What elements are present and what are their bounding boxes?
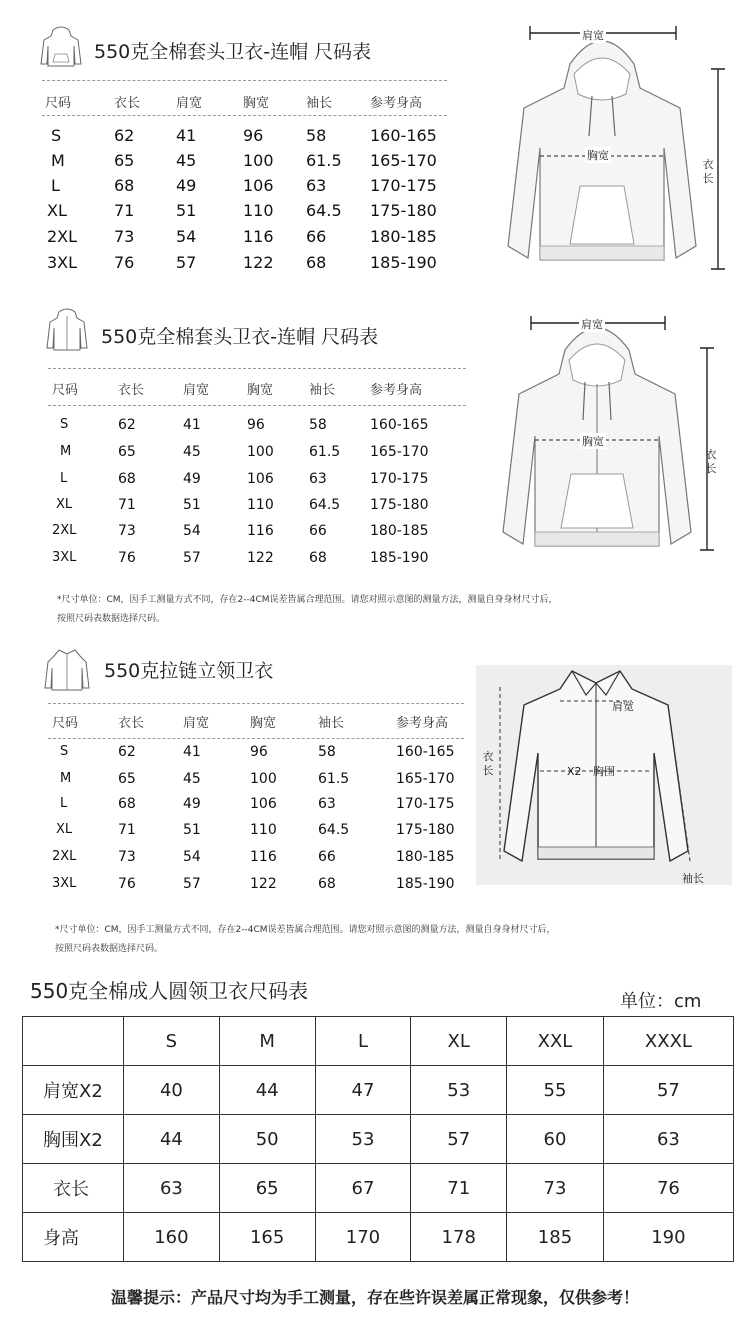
hoodie-thumbnail-icon	[38, 24, 84, 70]
table-header-cell: 胸宽	[250, 716, 277, 731]
size-label-cell: 3XL	[52, 550, 77, 565]
table-cell: 65	[219, 1164, 315, 1213]
row-label-cell: 衣长	[23, 1164, 124, 1213]
table-cell: 44	[219, 1066, 315, 1115]
table-cell: 178	[411, 1213, 507, 1262]
table-cell: 65	[118, 444, 136, 460]
table-cell: 160-165	[396, 744, 455, 760]
size-label-cell: M	[60, 771, 72, 786]
table-cell: 180-185	[370, 523, 429, 539]
table-cell: 73	[118, 523, 136, 539]
table-header-cell: 衣长	[118, 383, 145, 398]
diagram-chest-label: 胸宽	[582, 435, 604, 448]
table-cell: 170-175	[370, 471, 429, 487]
table-header-cell: 参考身高	[370, 383, 423, 398]
table-cell: 160	[124, 1213, 220, 1262]
table-cell: 122	[243, 253, 274, 272]
diagram-x2-label: X2	[567, 765, 582, 778]
table-cell: 63	[306, 176, 327, 195]
table-cell: 122	[247, 550, 274, 566]
table-cell: 66	[309, 523, 327, 539]
table-cell: 96	[250, 744, 268, 760]
table-cell: 54	[183, 849, 201, 865]
table-row	[23, 1115, 734, 1164]
size-label-cell: 2XL	[52, 523, 77, 538]
section-2-title: 550克全棉套头卫衣-连帽 尺码表	[101, 326, 379, 348]
table-cell: 71	[118, 497, 136, 513]
table-cell: 71	[411, 1164, 507, 1213]
size-label-cell: S	[60, 417, 69, 432]
table-cell: 175-180	[396, 822, 455, 838]
table-cell: 180-185	[396, 849, 455, 865]
table-cell: 61.5	[318, 771, 350, 787]
table-cell: 45	[176, 151, 197, 170]
unit-label: 单位：cm	[620, 991, 702, 1012]
table-header-row	[23, 1017, 734, 1066]
table-cell: 185	[507, 1213, 604, 1262]
table-cell: 185-190	[370, 253, 437, 272]
table-cell: 68	[118, 796, 136, 812]
row-label-cell: 胸围X2	[23, 1115, 124, 1164]
table-cell: 76	[114, 253, 135, 272]
header-rule-bottom	[48, 738, 464, 739]
table-cell: 64.5	[309, 497, 341, 513]
table-cell: 63	[309, 471, 327, 487]
header-rule-bottom	[42, 115, 447, 116]
table-cell: 100	[247, 444, 274, 460]
table-cell: 49	[176, 176, 197, 195]
table-cell: 67	[315, 1164, 411, 1213]
table-cell: 61.5	[309, 444, 341, 460]
size-label-cell: M	[51, 151, 65, 170]
diagram-shoulder-label: 肩宽	[612, 700, 634, 713]
table-cell: 47	[315, 1066, 411, 1115]
size-label-cell: XL	[56, 497, 73, 512]
zip-hoodie-measure-diagram	[495, 310, 735, 572]
table-header-cell: M	[219, 1017, 315, 1066]
table-cell: 62	[114, 126, 135, 145]
table-cell: 61.5	[306, 151, 342, 170]
table-header-cell: 肩宽	[183, 383, 210, 398]
table-header-cell: S	[124, 1017, 220, 1066]
table-corner-cell	[23, 1017, 124, 1066]
table-cell: 100	[250, 771, 277, 787]
table-cell: 76	[603, 1164, 733, 1213]
size-label-cell: 3XL	[47, 253, 78, 272]
table-cell: 49	[183, 796, 201, 812]
table-cell: 53	[411, 1066, 507, 1115]
table-cell: 63	[318, 796, 336, 812]
table-cell: 96	[247, 417, 265, 433]
size-label-cell: 2XL	[47, 227, 78, 246]
table-cell: 57	[603, 1066, 733, 1115]
table-header-cell: 尺码	[45, 96, 72, 111]
table-cell: 41	[183, 417, 201, 433]
table-cell: 170-175	[396, 796, 455, 812]
size-label-cell: L	[60, 796, 68, 811]
table-header-cell: XXXL	[603, 1017, 733, 1066]
table-header-cell: 参考身高	[396, 716, 449, 731]
size-label-cell: 2XL	[52, 849, 77, 864]
size-label-cell: XL	[56, 822, 73, 837]
footer-tip: 温馨提示：产品尺寸均为手工测量，存在些许误差属正常现象，仅供参考！	[110, 1288, 639, 1307]
measurement-note-line2: 按照尺码表数据选择尺码。	[55, 944, 164, 954]
diagram-length-label: 衣长	[702, 158, 714, 185]
table-cell: 165-170	[396, 771, 455, 787]
table-cell: 71	[118, 822, 136, 838]
size-label-cell: S	[60, 744, 69, 759]
table-cell: 160-165	[370, 126, 437, 145]
table-header-cell: 肩宽	[183, 716, 210, 731]
table-header-cell: 袖长	[309, 383, 336, 398]
table-cell: 185-190	[396, 876, 455, 892]
table-cell: 65	[118, 771, 136, 787]
table-cell: 110	[243, 201, 274, 220]
size-label-cell: S	[51, 126, 62, 145]
table-cell: 54	[176, 227, 197, 246]
table-cell: 55	[507, 1066, 604, 1115]
table-cell: 51	[183, 822, 201, 838]
table-cell: 57	[176, 253, 197, 272]
table-cell: 68	[309, 550, 327, 566]
table-cell: 170-175	[370, 176, 437, 195]
diagram-chest-label: 胸围	[593, 765, 615, 778]
table-cell: 175-180	[370, 497, 429, 513]
table-cell: 63	[124, 1164, 220, 1213]
table-cell: 58	[318, 744, 336, 760]
table-cell: 65	[114, 151, 135, 170]
table-cell: 57	[183, 876, 201, 892]
table-cell: 110	[247, 497, 274, 513]
table-cell: 116	[250, 849, 277, 865]
table-cell: 73	[114, 227, 135, 246]
header-rule-top	[48, 368, 466, 369]
table-cell: 49	[183, 471, 201, 487]
table-cell: 64.5	[318, 822, 350, 838]
table-cell: 73	[118, 849, 136, 865]
table-header-cell: XXL	[507, 1017, 604, 1066]
table-header-cell: 胸宽	[247, 383, 274, 398]
table-cell: 122	[250, 876, 277, 892]
table-cell: 58	[306, 126, 327, 145]
diagram-chest-label: 胸宽	[587, 149, 609, 162]
zip-jacket-thumbnail-icon	[42, 644, 92, 694]
table-header-cell: 肩宽	[176, 96, 203, 111]
header-rule-bottom	[48, 405, 466, 406]
table-row	[23, 1066, 734, 1115]
table-cell: 110	[250, 822, 277, 838]
table-cell: 68	[114, 176, 135, 195]
table-cell: 57	[183, 550, 201, 566]
table-cell: 185-190	[370, 550, 429, 566]
table-header-cell: 参考身高	[370, 96, 423, 111]
table-cell: 66	[306, 227, 327, 246]
table-cell: 60	[507, 1115, 604, 1164]
table-cell: 63	[603, 1115, 733, 1164]
table-header-cell: 尺码	[52, 383, 79, 398]
table-cell: 64.5	[306, 201, 342, 220]
table-header-cell: 衣长	[114, 96, 141, 111]
table-cell: 44	[124, 1115, 220, 1164]
table-cell: 45	[183, 771, 201, 787]
table-cell: 68	[306, 253, 327, 272]
table-cell: 106	[247, 471, 274, 487]
size-label-cell: M	[60, 444, 72, 459]
round-neck-size-table	[22, 1016, 734, 1262]
table-header-cell: 袖长	[318, 716, 345, 731]
table-cell: 96	[243, 126, 264, 145]
table-header-cell: L	[315, 1017, 411, 1066]
table-cell: 116	[247, 523, 274, 539]
table-cell: 76	[118, 550, 136, 566]
table-cell: 165	[219, 1213, 315, 1262]
table-cell: 68	[118, 471, 136, 487]
table-cell: 68	[318, 876, 336, 892]
hoodie-measure-diagram	[500, 20, 740, 282]
table-cell: 190	[603, 1213, 733, 1262]
table-cell: 40	[124, 1066, 220, 1115]
table-header-cell: 尺码	[52, 716, 79, 731]
diagram-length-label: 衣长	[482, 750, 494, 777]
table-cell: 76	[118, 876, 136, 892]
measurement-note-line1: *尺寸单位：CM，因手工测量方式不同，存在2--4CM误差皆属合理范围。请您对照示意图的测量方法，测量自身身材尺寸后，	[55, 925, 556, 935]
table-cell: 66	[318, 849, 336, 865]
table-cell: 45	[183, 444, 201, 460]
section-1-title: 550克全棉套头卫衣-连帽 尺码表	[94, 41, 372, 63]
diagram-length-label: 衣长	[705, 448, 717, 475]
diagram-sleeve-label: 袖长	[682, 872, 704, 885]
table-header-cell: 胸宽	[243, 96, 270, 111]
table-cell: 54	[183, 523, 201, 539]
header-rule-top	[48, 703, 464, 704]
table-cell: 51	[176, 201, 197, 220]
table-cell: 165-170	[370, 444, 429, 460]
size-label-cell: L	[60, 471, 68, 486]
table-cell: 160-165	[370, 417, 429, 433]
table-cell: 62	[118, 744, 136, 760]
table-cell: 100	[243, 151, 274, 170]
diagram-shoulder-label: 肩宽	[581, 318, 603, 331]
diagram-shoulder-label: 肩宽	[582, 29, 604, 42]
table-cell: 180-185	[370, 227, 437, 246]
table-header-cell: 袖长	[306, 96, 333, 111]
table-cell: 41	[183, 744, 201, 760]
table-cell: 73	[507, 1164, 604, 1213]
size-label-cell: 3XL	[52, 876, 77, 891]
table-cell: 62	[118, 417, 136, 433]
table-cell: 51	[183, 497, 201, 513]
table-cell: 106	[250, 796, 277, 812]
table-cell: 170	[315, 1213, 411, 1262]
table-cell: 165-170	[370, 151, 437, 170]
table-row	[23, 1213, 734, 1262]
table-header-cell: XL	[411, 1017, 507, 1066]
measurement-note-line2: 按照尺码表数据选择尺码。	[57, 614, 166, 624]
table-cell: 58	[309, 417, 327, 433]
row-label-cell: 肩宽X2	[23, 1066, 124, 1115]
section-3-title: 550克拉链立领卫衣	[104, 660, 274, 682]
size-label-cell: L	[51, 176, 60, 195]
section-4-title: 550克全棉成人圆领卫衣尺码表	[30, 979, 309, 1003]
table-cell: 50	[219, 1115, 315, 1164]
table-cell: 175-180	[370, 201, 437, 220]
table-cell: 106	[243, 176, 274, 195]
table-cell: 116	[243, 227, 274, 246]
table-header-cell: 衣长	[118, 716, 145, 731]
row-label-cell: 身高	[23, 1213, 124, 1262]
table-row	[23, 1164, 734, 1213]
table-cell: 57	[411, 1115, 507, 1164]
measurement-note-line1: *尺寸单位：CM，因手工测量方式不同，存在2--4CM误差皆属合理范围。请您对照示意图的测量方法，测量自身身材尺寸后，	[57, 595, 558, 605]
table-cell: 41	[176, 126, 197, 145]
header-rule-top	[42, 80, 447, 81]
zip-hoodie-thumbnail-icon	[44, 306, 90, 354]
table-cell: 53	[315, 1115, 411, 1164]
size-label-cell: XL	[47, 201, 67, 220]
table-cell: 71	[114, 201, 135, 220]
